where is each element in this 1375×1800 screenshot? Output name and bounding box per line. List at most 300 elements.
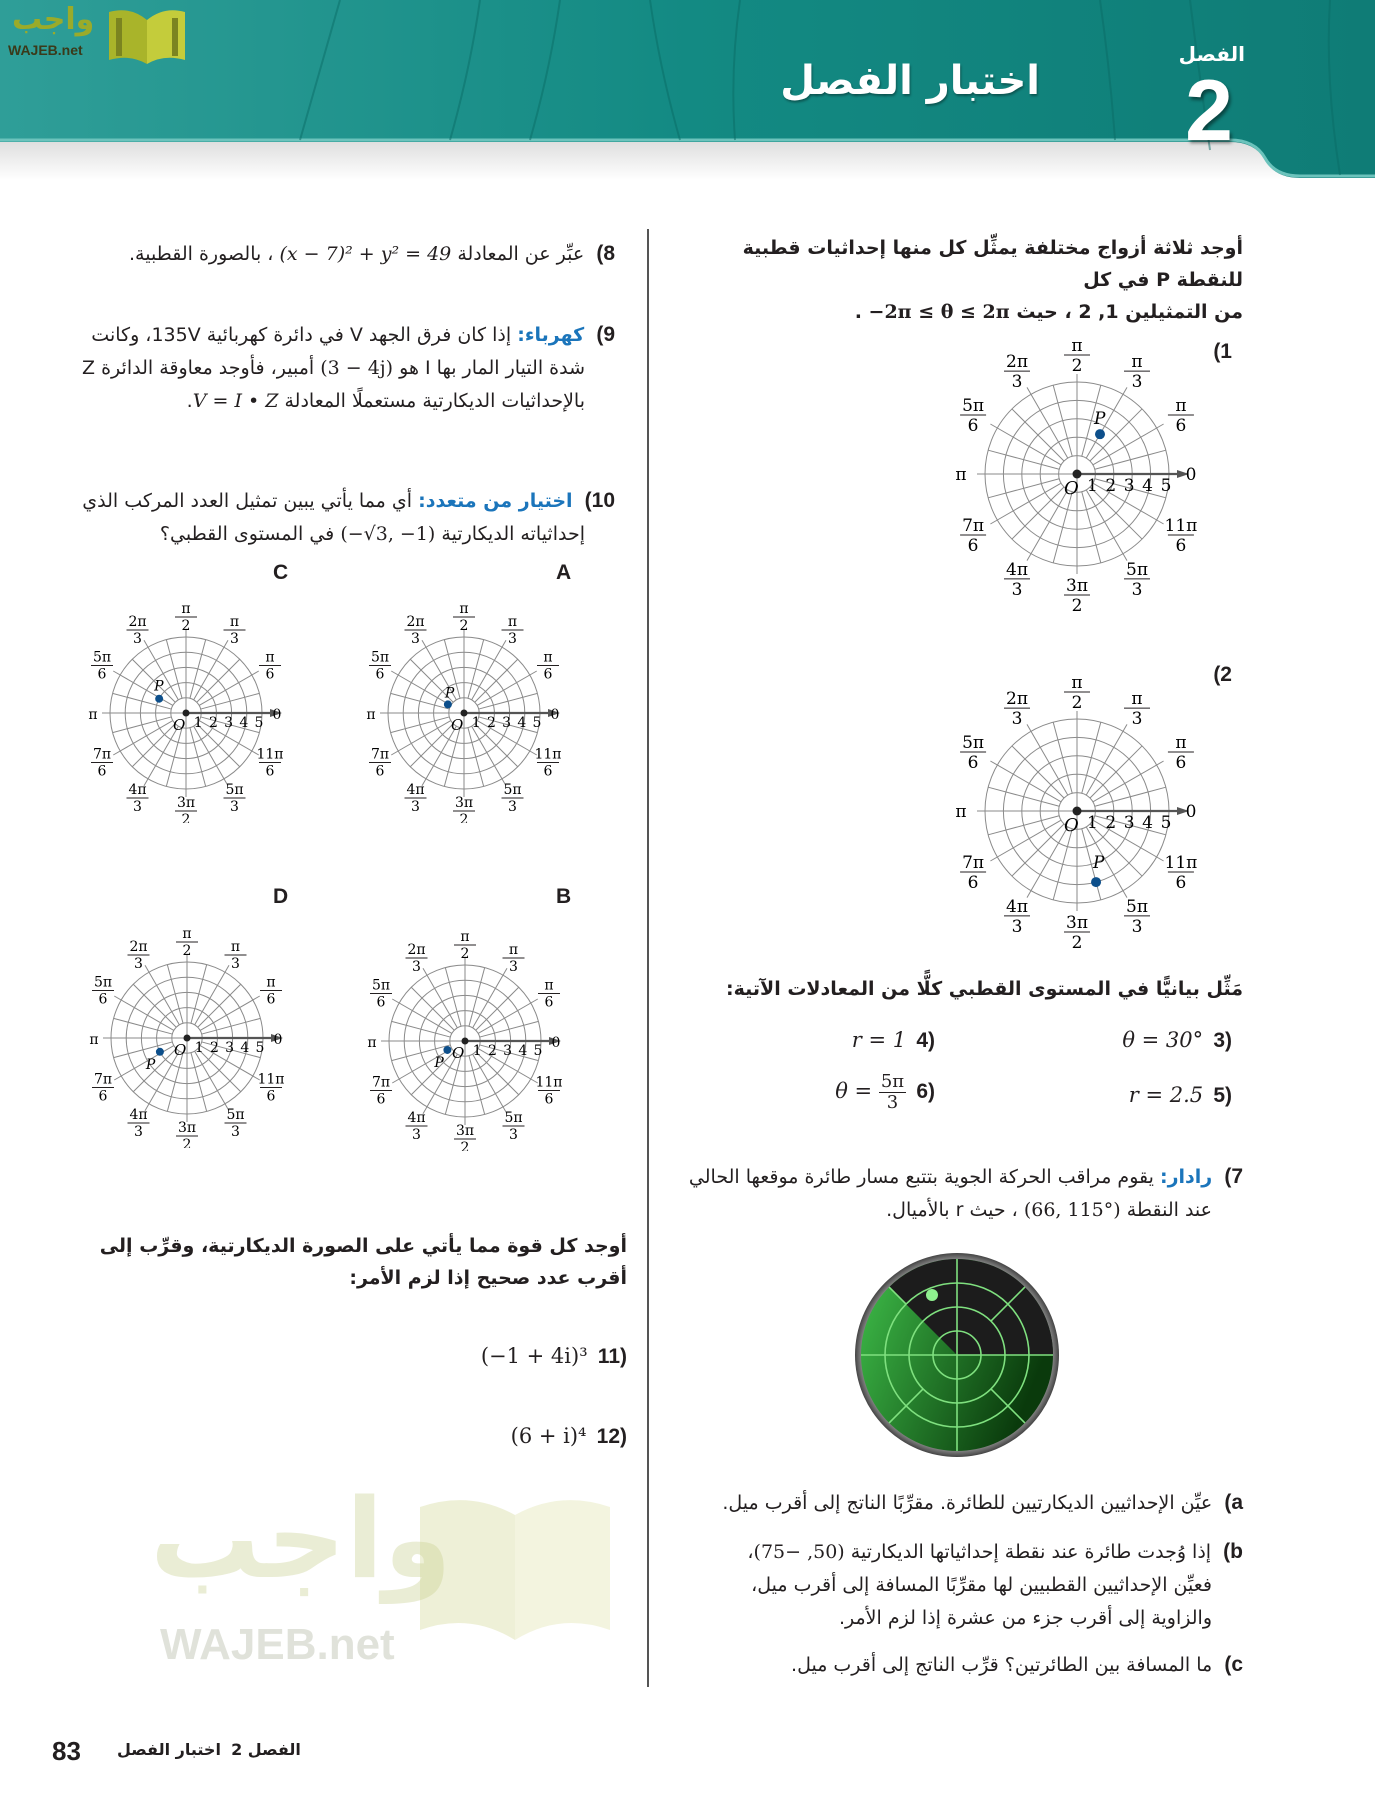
radial-line	[1027, 387, 1068, 458]
angle-label	[1064, 673, 1090, 713]
radial-line	[133, 984, 176, 1027]
radial-line	[468, 728, 484, 787]
angle-denominator: 2	[181, 812, 191, 823]
radial-line	[166, 728, 182, 787]
topic-label-radar: رادار:	[1159, 1166, 1213, 1188]
radial-line	[1012, 746, 1064, 798]
column-divider	[647, 229, 649, 1687]
angle-numerator: 4π	[407, 1110, 426, 1127]
radial-line	[190, 728, 206, 787]
angle-label	[503, 1110, 525, 1143]
angle-label	[551, 707, 560, 723]
question-number: (12	[596, 1425, 627, 1448]
part-text: إذا وُجدت طائرة عند نقطة إحداثياتها الديكارتية	[850, 1541, 1212, 1563]
question-text: ، بالصورة القطبية.	[128, 243, 274, 265]
page-title: اختبار الفصل	[780, 58, 1040, 104]
angle-denominator: 3	[1131, 579, 1143, 600]
angle-denominator: 3	[231, 1124, 240, 1141]
angle-denominator: 3	[134, 1124, 143, 1141]
angle-denominator: 6	[543, 666, 553, 683]
question-number: 10)	[584, 489, 615, 512]
question-11	[481, 1344, 627, 1369]
angle-numerator: 5π	[371, 977, 391, 994]
ring-label: 5	[1160, 813, 1172, 833]
angle-label	[1064, 913, 1090, 951]
radial-line	[166, 640, 182, 699]
angle-label	[92, 1072, 114, 1105]
ring-label: 4	[239, 715, 249, 731]
powers-instruction-line1: أوجد كل قوة مما يأتي على الصورة الديكارتية، وقرِّب إلى أقرب عدد	[99, 1235, 627, 1289]
ring-label: 5	[533, 1043, 543, 1059]
angle-numerator: 4π	[129, 1107, 148, 1124]
angle-label	[453, 603, 475, 634]
radial-line	[988, 816, 1059, 835]
origin-label: O	[452, 1044, 465, 1062]
polar-graph-2	[937, 671, 1217, 951]
cartesian-point: (−√3, −1)	[340, 523, 436, 545]
radial-line	[195, 1051, 229, 1111]
radial-line	[391, 721, 451, 755]
angle-numerator: π	[1071, 336, 1083, 356]
angle-denominator: 2	[459, 812, 469, 823]
ring-label: 3	[1123, 813, 1135, 833]
angle-label	[366, 707, 375, 723]
polar-graph-option-c[interactable]	[76, 603, 296, 823]
question-1-number: (1	[1213, 340, 1232, 363]
angle-label	[538, 978, 560, 1011]
angle-numerator: 5π	[92, 649, 112, 666]
angle-label	[89, 1032, 98, 1048]
eq-number: (3	[1213, 1029, 1232, 1052]
angle-numerator: 7π	[371, 1074, 391, 1091]
radial-line	[1093, 761, 1164, 802]
angle-label	[1124, 897, 1150, 937]
angle-label	[534, 747, 561, 780]
equation-5	[1129, 1083, 1232, 1108]
instruction-intro-line2	[683, 296, 1243, 328]
radial-line	[198, 1049, 241, 1092]
radial-line	[391, 717, 450, 733]
eq-math: r = 1	[851, 1028, 907, 1052]
angle-label	[175, 603, 197, 634]
radial-line	[469, 968, 485, 1027]
radial-line	[1027, 827, 1068, 898]
angle-label	[256, 747, 283, 780]
angle-numerator: 3π	[176, 795, 196, 811]
question-number: 9)	[596, 323, 615, 346]
watermark-latin: WAJEB.net	[160, 1620, 395, 1669]
radial-line	[1095, 450, 1166, 469]
angle-denominator: 3	[134, 955, 143, 972]
part-letter: b)	[1223, 1540, 1243, 1563]
radial-line	[194, 726, 228, 786]
question-text: في المستوى القطبي؟	[159, 523, 335, 545]
radial-line	[479, 693, 538, 709]
angle-denominator: 6	[376, 994, 386, 1011]
angle-denominator: 6	[967, 753, 979, 773]
angle-numerator: 11π	[256, 746, 284, 763]
radial-line	[1027, 724, 1068, 795]
ring-label: 4	[240, 1040, 250, 1056]
polar-graph-option-d[interactable]	[77, 928, 297, 1148]
angle-label	[176, 928, 198, 959]
question-text: عند النقطة	[1126, 1199, 1212, 1221]
angle-label	[369, 747, 391, 780]
angle-label	[405, 782, 427, 815]
polar-graph-1	[937, 334, 1217, 614]
question-text: بالإحداثيات الديكارتية مستعملًا المعادلة	[284, 390, 585, 412]
angle-numerator: π	[544, 977, 554, 994]
angle-numerator: 5π	[503, 782, 522, 799]
angle-label	[127, 782, 149, 815]
angle-label	[370, 1075, 392, 1108]
point-p	[155, 695, 163, 703]
angle-label	[960, 733, 986, 773]
point-p	[444, 700, 452, 708]
angle-label	[1168, 733, 1194, 773]
ring-label: 1	[1086, 476, 1098, 496]
ring-label: 3	[503, 1043, 513, 1059]
angle-denominator: 6	[265, 763, 275, 780]
angle-denominator: 3	[412, 958, 421, 975]
point-p	[1091, 877, 1101, 887]
radial-line	[145, 965, 179, 1025]
ring-label: 2	[486, 715, 496, 731]
angle-numerator: π	[1131, 352, 1143, 373]
angle-label	[88, 707, 97, 723]
angle-label	[1168, 396, 1194, 436]
radial-line	[1082, 492, 1101, 563]
angle-numerator: π	[508, 941, 519, 958]
radial-line	[194, 640, 228, 700]
angle-denominator: 3	[411, 630, 420, 647]
angle-label-text: 0	[551, 1035, 561, 1051]
radial-line	[114, 1042, 173, 1058]
angle-numerator: 2π	[129, 938, 148, 955]
angle-label	[1186, 465, 1197, 485]
part-b-line3: والزاوية إلى أقرب جزء من عشرة إذا لزم الأمر.	[838, 1607, 1212, 1629]
angle-denominator: 6	[376, 1091, 386, 1108]
radial-line	[195, 965, 229, 1025]
angle-numerator: 3π	[1066, 913, 1088, 933]
angle-denominator: 3	[1131, 709, 1143, 730]
angle-numerator: 7π	[92, 746, 112, 763]
radial-line	[1090, 746, 1142, 798]
angle-denominator: 6	[375, 666, 385, 683]
radial-line	[132, 724, 175, 767]
angle-label	[1064, 336, 1090, 376]
angle-denominator: 2	[182, 1137, 192, 1148]
angle-label	[955, 802, 966, 822]
angle-label	[960, 396, 986, 436]
polar-graph-option-a[interactable]	[354, 603, 574, 823]
ring-label: 4	[517, 715, 527, 731]
radial-line	[990, 761, 1061, 802]
radial-line	[197, 659, 240, 702]
ring-label: 1	[1086, 813, 1098, 833]
angle-numerator: 5π	[370, 649, 390, 666]
angle-label	[453, 795, 475, 823]
angle-label	[274, 1032, 283, 1048]
angle-numerator: 11π	[1164, 516, 1198, 536]
angle-label	[91, 747, 113, 780]
angle-label	[273, 707, 282, 723]
graph-equations-instruction: مَثِّل بيانيًّا في المستوى القطبي كلًّا من المعادلات الآتية:	[726, 978, 1243, 1000]
question-9-line1	[91, 318, 615, 352]
angle-label	[960, 853, 986, 893]
ring-label: 1	[193, 715, 203, 731]
origin-label: O	[173, 716, 186, 734]
radial-line	[198, 984, 241, 1027]
angle-label	[1004, 560, 1030, 600]
option-c-label[interactable]: C	[273, 561, 289, 584]
question-9-line2	[82, 351, 585, 385]
angle-label-text: π	[89, 1032, 99, 1048]
question-text: إذا كان فرق الجهد V في دائرة كهربائية 135V، وكانت	[91, 324, 512, 346]
angle-label	[406, 1110, 428, 1143]
eq-number: (4	[916, 1029, 935, 1052]
point-p-label: P	[145, 1056, 156, 1073]
angle-numerator: π	[230, 938, 241, 955]
angle-denominator: 6	[1175, 753, 1187, 773]
angle-label	[367, 1035, 376, 1051]
polar-graph-option-b[interactable]	[355, 931, 575, 1151]
angle-numerator: 4π	[1006, 559, 1028, 580]
option-b-label[interactable]: B	[556, 885, 572, 908]
angle-numerator: 4π	[1006, 896, 1028, 917]
angle-denominator: 3	[1011, 709, 1023, 730]
instruction-intro	[683, 232, 1243, 328]
angle-denominator: 3	[509, 958, 518, 975]
radial-line	[1086, 724, 1127, 795]
topic-label-electricity: كهرباء:	[517, 324, 585, 346]
angle-denominator: 6	[1175, 416, 1187, 436]
radial-line	[167, 965, 183, 1024]
point-p	[156, 1048, 164, 1056]
question-number: 8)	[596, 242, 615, 265]
angle-numerator: π	[229, 613, 240, 630]
radial-line	[113, 671, 173, 705]
radial-line	[1012, 409, 1064, 461]
part-text: ما المسافة بين الطائرتين؟ قرِّب الناتج إلى أقرب ميل.	[791, 1654, 1213, 1676]
instruction-intro-line1: أوجد ثلاثة أزواج مختلفة يمثِّل كل منها إحداثيات قطبية للنقطة P في كل	[742, 237, 1243, 291]
angle-denominator: 3	[1011, 372, 1023, 393]
current-value: (3 − 4j)	[320, 357, 394, 379]
radial-line	[1027, 490, 1068, 561]
angle-numerator: 7π	[93, 1071, 113, 1088]
angle-denominator: 2	[1071, 596, 1083, 614]
ring-label: 4	[1142, 813, 1154, 833]
radial-line	[468, 640, 484, 699]
angle-denominator: 3	[1011, 916, 1023, 937]
fraction: $\frac{5\pi}{3}$	[880, 1071, 905, 1113]
radial-line	[473, 968, 507, 1028]
question-number: (11	[597, 1345, 627, 1368]
intro-period: .	[854, 301, 862, 323]
radial-line	[1012, 487, 1064, 539]
angle-denominator: 6	[98, 991, 108, 1008]
book-logo-icon	[105, 6, 189, 66]
angle-denominator: 6	[266, 991, 276, 1008]
angle-denominator: 6	[1175, 536, 1187, 556]
angle-numerator: 7π	[370, 746, 390, 763]
radial-line	[113, 717, 172, 733]
angle-denominator: 6	[97, 763, 107, 780]
angle-denominator: 6	[544, 994, 554, 1011]
eq-math: θ = 30°	[1122, 1028, 1204, 1052]
radial-line	[1053, 722, 1072, 793]
angle-label	[552, 1035, 561, 1051]
part-letter: c)	[1224, 1653, 1243, 1676]
angle-numerator: 4π	[128, 782, 147, 799]
angle-numerator: 3π	[455, 1123, 475, 1139]
logo-domain: WAJEB.net	[8, 42, 83, 58]
radial-line	[445, 1056, 461, 1115]
angle-denominator: 6	[544, 1091, 554, 1108]
angle-label	[370, 978, 392, 1011]
ring-label: 5	[532, 715, 542, 731]
radial-line	[472, 640, 506, 700]
angle-label	[1124, 352, 1150, 392]
radial-line	[391, 693, 450, 709]
angle-denominator: 2	[181, 618, 191, 634]
polar-point: (66, 115°)	[1023, 1199, 1121, 1221]
angle-label	[535, 1075, 562, 1108]
angle-label	[1124, 689, 1150, 729]
topic-label-multiple-choice: اختيار من متعدد:	[418, 490, 573, 512]
angle-denominator: 3	[411, 799, 420, 816]
radial-line	[990, 483, 1061, 524]
powers-instruction	[82, 1230, 627, 1294]
angle-label	[1064, 576, 1090, 614]
equation: V = I • Z	[192, 390, 279, 412]
angle-label-text: π	[955, 802, 967, 822]
radial-line	[480, 1021, 539, 1037]
angle-label	[260, 975, 282, 1008]
angle-denominator: 3	[509, 1127, 518, 1144]
radial-line	[1086, 490, 1127, 561]
angle-denominator: 6	[543, 763, 553, 780]
radial-line	[191, 965, 207, 1024]
eq-math: r = 2.5	[1128, 1083, 1204, 1107]
angle-denominator: 2	[1071, 356, 1083, 376]
radial-line	[202, 1018, 261, 1034]
angle-numerator: 5π	[962, 733, 985, 753]
angle-numerator: π	[265, 649, 275, 666]
radial-line	[1095, 787, 1166, 806]
angle-numerator: π	[1071, 673, 1083, 693]
page-number: 83	[52, 1736, 81, 1766]
origin-label: O	[1064, 478, 1079, 499]
theta-range: −2π ≤ θ ≤ 2π	[868, 301, 1010, 323]
angle-denominator: 2	[1071, 693, 1083, 713]
radial-line	[200, 996, 260, 1030]
question-text: ، حيث r بالأميال.	[886, 1199, 1018, 1221]
angle-numerator: 5π	[226, 1107, 245, 1124]
radar-grid	[861, 1259, 1053, 1451]
radial-line	[1012, 824, 1064, 876]
chapter-header	[0, 0, 1375, 200]
angle-label	[955, 465, 966, 485]
angle-numerator: 7π	[962, 516, 985, 536]
ring-label: 5	[254, 715, 264, 731]
question-10-line2	[160, 517, 585, 551]
radial-line	[114, 996, 174, 1030]
option-a-label[interactable]: A	[556, 561, 572, 584]
angle-numerator: 11π	[534, 746, 562, 763]
question-text: شدة التيار المار بها I هو	[399, 357, 585, 379]
angle-numerator: 5π	[962, 396, 985, 416]
expression: (−1 + 4i)³	[480, 1344, 588, 1368]
ring-label: 4	[518, 1043, 528, 1059]
radial-line	[1086, 387, 1127, 458]
angle-numerator: π	[460, 931, 470, 945]
footer-running-title	[117, 1740, 301, 1759]
angle-numerator: π	[181, 603, 191, 617]
angle-denominator: 3	[231, 955, 240, 972]
radial-line	[988, 787, 1059, 806]
angle-label-text: π	[366, 707, 376, 723]
chapter-number: 2	[1185, 63, 1233, 159]
header-banner	[0, 0, 1375, 200]
question-text: أمبير، فأوجد معاوقة الدائرة Z	[82, 357, 315, 379]
angle-denominator: 6	[967, 873, 979, 893]
radial-line	[475, 659, 518, 702]
angle-numerator: 3π	[177, 1120, 197, 1136]
option-d-label[interactable]: D	[273, 885, 289, 908]
angle-denominator: 6	[265, 666, 275, 683]
question-9-line3: بالإحداثيات الديكارتية مستعملًا المعادلة V = I • Z.	[186, 390, 585, 412]
angle-numerator: 4π	[406, 782, 425, 799]
question-7-line2	[886, 1193, 1212, 1227]
question-7-line1	[689, 1160, 1243, 1194]
radial-line	[411, 987, 454, 1030]
angle-denominator: 2	[460, 946, 470, 962]
ring-label: 1	[194, 1040, 204, 1056]
angle-denominator: 3	[412, 1127, 421, 1144]
radial-line	[114, 1018, 173, 1034]
chapter-label: الفصل	[1178, 42, 1245, 66]
radial-line	[990, 424, 1061, 465]
angle-numerator: 2π	[1006, 352, 1028, 373]
angle-label-text: 0	[1185, 802, 1197, 822]
question-text: أي مما يأتي يبين تمثيل العدد المركب الذي	[82, 490, 413, 512]
radial-line	[1093, 424, 1164, 465]
angle-label	[1004, 689, 1030, 729]
angle-label	[454, 931, 476, 962]
radial-line	[476, 987, 519, 1030]
question-2-number: (2	[1213, 663, 1232, 686]
powers-instruction-line2: صحيح إذا لزم الأمر:	[349, 1267, 531, 1289]
ring-label: 2	[208, 715, 218, 731]
angle-label-text: π	[955, 465, 967, 485]
radial-line	[201, 693, 260, 709]
radial-line	[113, 721, 173, 755]
angle-label	[259, 650, 281, 683]
angle-label	[960, 516, 986, 556]
ring-label: 2	[487, 1043, 497, 1059]
radial-line	[988, 450, 1059, 469]
logo-wordmark: واجب	[12, 2, 95, 37]
ring-label: 3	[225, 1040, 235, 1056]
angle-label	[1004, 352, 1030, 392]
radial-line	[476, 1052, 519, 1095]
point-p	[443, 1046, 451, 1054]
question-8	[129, 237, 615, 271]
question-text: عبِّر عن المعادلة	[457, 243, 585, 265]
radial-line	[199, 671, 259, 705]
angle-numerator: 2π	[1006, 689, 1028, 710]
